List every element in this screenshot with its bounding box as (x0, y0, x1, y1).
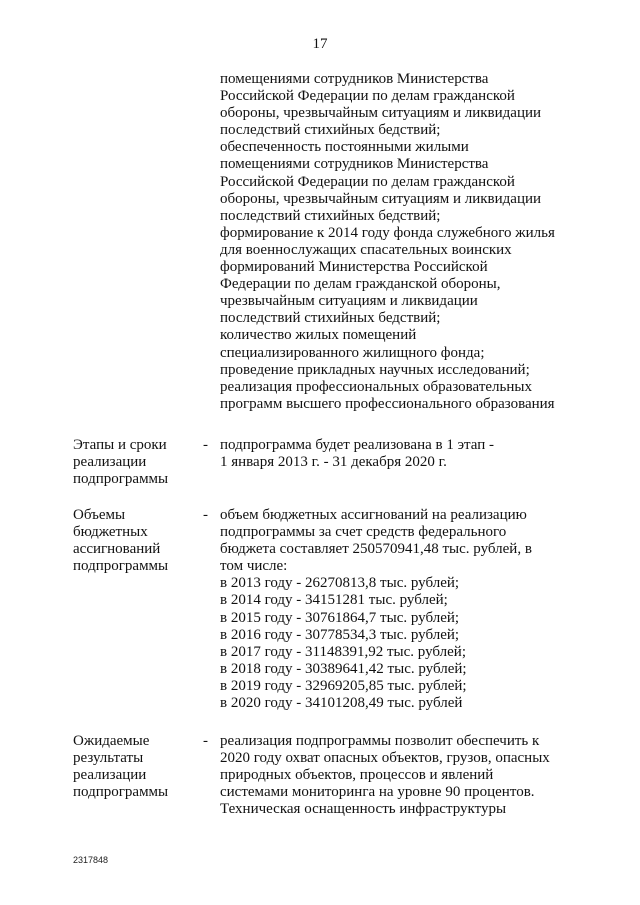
text-line: Техническая оснащенность инфраструктуры (220, 801, 507, 818)
label-line: реализации (73, 454, 147, 471)
text-line: формирований Министерства Российской (220, 259, 488, 276)
text-line: помещениями сотрудников Министерства (220, 156, 489, 173)
label-line: Этапы и сроки (73, 437, 167, 453)
text-line: в 2017 году - 31148391,92 тыс. рублей; (220, 643, 466, 660)
text-line: помещениями сотрудников Министерства (220, 71, 489, 87)
text-line: реализация подпрограммы позволит обеспечить к (220, 733, 540, 749)
label-line: Объемы (73, 507, 126, 523)
text-line: подпрограммы за счет средств федерального (220, 524, 507, 541)
section-label (73, 507, 203, 575)
section-label (73, 733, 203, 801)
text-line: в 2018 году - 30389641,42 тыс. рублей; (220, 660, 467, 677)
text-line: бюджета составляет 250570941,48 тыс. рублей, в (220, 541, 532, 558)
section-content (220, 507, 590, 712)
text-line: системами мониторинга на уровне 90 процентов. (220, 784, 535, 801)
text-line: программ высшего профессионального образования (220, 395, 555, 412)
label-line: Ожидаемые (73, 733, 150, 749)
document-code: 2317848 (73, 855, 109, 865)
section-content (220, 733, 590, 818)
section-dash: - (203, 733, 208, 749)
text-line: Федерации по делам гражданской обороны, (220, 276, 501, 293)
text-line: в 2020 году - 34101208,49 тыс. рублей (220, 695, 463, 712)
text-line: 2020 году охват опасных объектов, грузов, опасных (220, 750, 550, 767)
text-line: реализация профессиональных образовательных (220, 378, 532, 395)
text-line: для военнослужащих спасательных воинских (220, 241, 512, 258)
page-number: 17 (312, 36, 328, 52)
text-line: последствий стихийных бедствий; (220, 207, 441, 224)
label-line: бюджетных (73, 524, 148, 541)
text-line: том числе: (220, 558, 288, 575)
text-line: формирование к 2014 году фонда служебного жилья (220, 224, 555, 241)
text-line: обеспеченность постоянными жилыми (220, 139, 469, 156)
text-line: 1 января 2013 г. - 31 декабря 2020 г. (220, 454, 447, 471)
label-line: реализации (73, 767, 147, 784)
label-line: результаты (73, 750, 144, 767)
text-line: чрезвычайным ситуациям и ликвидации (220, 293, 478, 310)
text-line: обороны, чрезвычайным ситуациям и ликвидации (220, 190, 542, 207)
intro-text-block (220, 71, 590, 413)
label-line: подпрограммы (73, 784, 169, 801)
text-line: обороны, чрезвычайным ситуациям и ликвидации (220, 105, 542, 122)
text-line: Российской Федерации по делам гражданской (220, 173, 515, 190)
text-line: в 2015 году - 30761864,7 тыс. рублей; (220, 609, 460, 626)
text-line: в 2014 году - 34151281 тыс. рублей; (220, 592, 448, 609)
text-line: проведение прикладных научных исследований; (220, 361, 530, 378)
section-dash: - (203, 507, 208, 523)
label-line: подпрограммы (73, 471, 169, 488)
text-line: последствий стихийных бедствий; (220, 122, 441, 139)
text-line: подпрограмма будет реализована в 1 этап - (220, 437, 495, 453)
text-line: природных объектов, процессов и явлений (220, 767, 494, 784)
text-line: в 2013 году - 26270813,8 тыс. рублей; (220, 575, 460, 592)
text-line: количество жилых помещений (220, 327, 417, 344)
section-dash: - (203, 437, 208, 453)
section-label (73, 437, 203, 488)
text-line: в 2016 году - 30778534,3 тыс. рублей; (220, 626, 460, 643)
text-line: в 2019 году - 32969205,85 тыс. рублей; (220, 677, 467, 694)
text-line: объем бюджетных ассигнований на реализацию (220, 507, 527, 523)
section-content (220, 437, 590, 471)
label-line: ассигнований (73, 541, 161, 558)
label-line: подпрограммы (73, 558, 169, 575)
text-line: специализированного жилищного фонда; (220, 344, 485, 361)
text-line: последствий стихийных бедствий; (220, 310, 441, 327)
text-line: Российской Федерации по делам гражданской (220, 88, 515, 105)
